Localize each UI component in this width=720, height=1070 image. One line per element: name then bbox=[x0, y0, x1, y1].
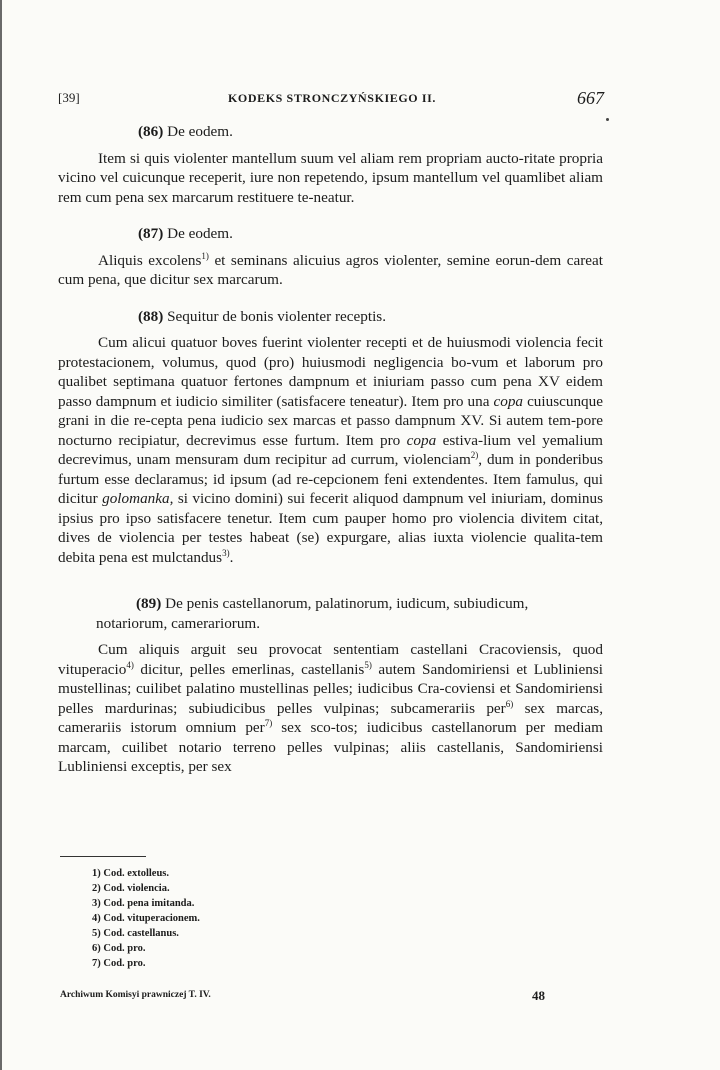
section-paragraph-89 bbox=[58, 640, 603, 777]
footnote-mark: 7) bbox=[92, 958, 101, 969]
text-run: , dum in ponderibus furtum esse declaramus; id ipsum (ad re-cepcionem feni extendentes. Item famulus, qui dicitur bbox=[58, 451, 604, 507]
page-header bbox=[58, 88, 604, 110]
section-paragraph-87 bbox=[58, 251, 603, 290]
page-reference: [39] bbox=[58, 90, 80, 105]
section-number: (86) bbox=[138, 123, 164, 140]
section-number: (89) bbox=[136, 595, 162, 612]
footnote bbox=[92, 941, 200, 956]
italic-term: copa bbox=[493, 392, 524, 410]
footnote-ref: 3) bbox=[222, 547, 230, 558]
sheet-number: 48 bbox=[532, 988, 545, 1003]
footnote bbox=[92, 881, 200, 896]
footnote-text: Cod. violencia. bbox=[103, 883, 170, 894]
footnote-mark: 4) bbox=[92, 913, 101, 924]
italic-term: golomanka, bbox=[102, 490, 174, 507]
footnote-ref: 5) bbox=[364, 659, 372, 670]
section-heading-88 bbox=[58, 307, 603, 327]
footnote bbox=[92, 926, 200, 941]
section-title: De eodem. bbox=[167, 225, 233, 242]
section-title: De penis castellanorum, palatinorum, iudicum, subiudicum, notariorum, camerariorum. bbox=[96, 595, 529, 632]
scan-edge-line bbox=[0, 0, 2, 1070]
text-run: estiva-lium vel yemalium decrevimus, unam mensuram dum recipitur ad currum, violenciam bbox=[58, 431, 603, 468]
section-title: De eodem. bbox=[167, 123, 233, 140]
text-run: . bbox=[229, 548, 234, 566]
section-heading-86 bbox=[58, 122, 603, 142]
footnote-text: Cod. pro. bbox=[103, 943, 146, 954]
footnote-mark: 5) bbox=[92, 928, 101, 939]
page-number: 667 bbox=[577, 88, 604, 108]
footnote-ref: 1) bbox=[201, 250, 209, 261]
running-title: KODEKS STRONCZYŃSKIEGO II. bbox=[228, 91, 436, 105]
footnote-mark: 1) bbox=[92, 868, 101, 879]
footnote-mark: 6) bbox=[92, 943, 101, 954]
footnote-text: Cod. vituperacionem. bbox=[103, 913, 200, 924]
footnote bbox=[92, 866, 200, 881]
footnotes-list bbox=[92, 866, 200, 971]
footnote bbox=[92, 911, 200, 926]
text-run: sex sco-tos; iudicibus castellanorum per mediam marcam, cuilibet notario terreno pelles vulpinas; aliis castellanis, Sandomiriensi Lubliniensi exceptis, per sex bbox=[58, 719, 603, 775]
publication-title: Archiwum Komisyi prawniczej T. IV. bbox=[60, 990, 211, 1000]
footnote-text: Cod. extolleus. bbox=[103, 868, 169, 879]
footnote-mark: 2) bbox=[92, 883, 101, 894]
text-run: Cum aliquis arguit seu provocat sententiam castellani Cracoviensis, quod vituperacio bbox=[58, 641, 603, 678]
spacer bbox=[58, 584, 603, 594]
text-run: Aliquis excolens bbox=[98, 251, 202, 269]
footnote-ref: 4) bbox=[126, 659, 134, 670]
footnote-mark: 3) bbox=[92, 898, 101, 909]
text-run: cuiuscunque grani in die re-cepta pena iudicio sex marcas et passo dampnum XV. Si autem tem-pore nocturno recipiatur, decrevimus esse furtum. Item pro bbox=[58, 392, 603, 449]
footnote bbox=[92, 956, 200, 971]
section-number: (88) bbox=[138, 307, 164, 325]
footnote-text: Cod. pro. bbox=[103, 958, 146, 969]
stray-mark bbox=[606, 118, 609, 121]
section-title: Sequitur de bonis violenter receptis. bbox=[167, 307, 387, 325]
section-heading-87 bbox=[58, 224, 603, 244]
section-number: (87) bbox=[138, 225, 164, 242]
footnote-ref: 7) bbox=[264, 717, 273, 728]
footnote bbox=[92, 896, 200, 911]
section-paragraph-86: Item si quis violenter mantellum suum vel aliam rem propriam aucto-ritate propria vicino vel cuicunque receperit, iure non repetendo, ipsum mantellum vel quamlibet aliam rem cum pena sex marcarum restituere te-neatur. bbox=[58, 149, 603, 206]
footnote-ref: 2) bbox=[470, 449, 479, 460]
footnote-text: Cod. pena imitanda. bbox=[103, 898, 195, 909]
text-run: dicitur, pelles emerlinas, castellanis bbox=[133, 660, 365, 678]
text-run: sex marcas, camerariis istorum omnium per bbox=[58, 699, 604, 736]
text-run: autem Sandomiriensi et Lubliniensi mustellinas; cuilibet palatino mustellinas pelles; iudicibus Cra-coviensi et Sandomiriensi pelles mardurinas; subiudicibus pelles vulpinas; subcamerariis per bbox=[58, 660, 603, 717]
text-run: et seminans alicuius agros violenter, semine eorun-dem careat cum pena, que dicitur sex marcarum. bbox=[58, 251, 604, 288]
section-heading-89 bbox=[56, 594, 603, 633]
italic-term: copa bbox=[406, 431, 437, 449]
section-paragraph-88 bbox=[58, 333, 603, 567]
main-text bbox=[58, 122, 603, 794]
text-run: Cum alicui quatuor boves fuerint violenter recepti et de huiusmodi violencia fecit protestacionem, volumus, quod (pro) huiusmodi negligencia bo-vum et laborum pro qualibet septimana quatuor fertones dampnum et iniuriam passo cum pena XV eidem passo dampnum et iudicio similiter (satisfacere teneatur). Item pro una bbox=[58, 334, 603, 410]
footnote-text: Cod. castellanus. bbox=[103, 928, 179, 939]
text-run: si vicino domini) sui fecerit aliquod dampnum vel iniuriam, dominus ipsius pro ipso satisfacere tenetur. Item cum pauper homo pro violencia divitem citat, dives de violencia per testes habeat (se) expurgare, alias iuxta violencie qualita-tem debita pena est mulctandus bbox=[58, 490, 603, 566]
footnote-divider bbox=[60, 856, 146, 857]
footnote-ref: 6) bbox=[505, 698, 514, 709]
